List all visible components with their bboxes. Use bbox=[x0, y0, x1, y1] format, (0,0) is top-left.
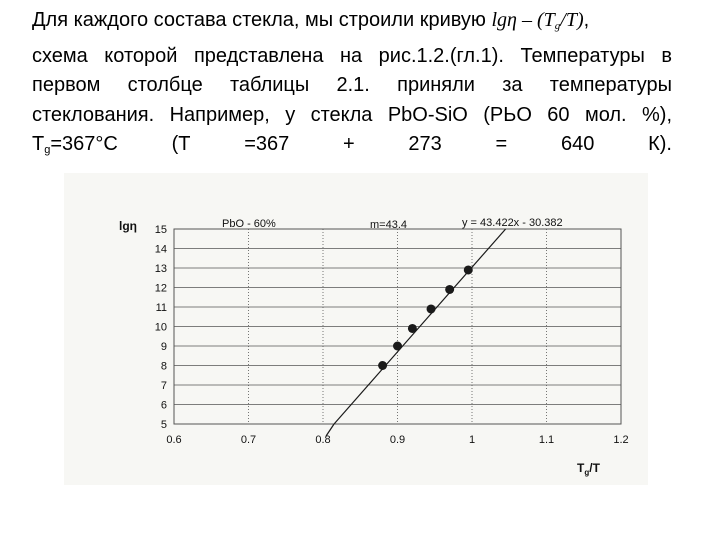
y-tick-label: 12 bbox=[154, 282, 167, 295]
word: = bbox=[495, 133, 508, 155]
y-tick-label: 14 bbox=[154, 243, 167, 256]
sample-label: PbO - 60% bbox=[222, 218, 276, 230]
formula-part-a: lgη – (T bbox=[491, 9, 555, 31]
data-point bbox=[393, 342, 402, 351]
word-tg: $T_g=367^\circ C$ bbox=[32, 133, 118, 156]
paragraph bbox=[32, 6, 672, 166]
y-tick-label: 11 bbox=[155, 302, 167, 314]
equation-label: y = 43.422x - 30.382 bbox=[462, 217, 563, 229]
y-tick-label: 9 bbox=[160, 341, 167, 353]
y-tick-label: 10 bbox=[154, 321, 167, 334]
formula-part-b: /T) bbox=[560, 9, 584, 31]
text-line-5 bbox=[32, 130, 672, 166]
word: 640 bbox=[560, 133, 595, 155]
y-tick-label: 6 bbox=[160, 399, 167, 412]
y-axis-title: lgη bbox=[119, 219, 137, 233]
x-axis-title: $T_g/T$ bbox=[577, 461, 600, 477]
y-tick-label: 15 bbox=[154, 224, 167, 236]
viscosity-chart bbox=[64, 173, 648, 485]
text-line-4: стеклования. Например, у стекла PbO-SiO (PЬO 60 мол. %), bbox=[32, 103, 672, 126]
formula-subscript: g bbox=[554, 20, 561, 32]
chart-figure bbox=[64, 173, 648, 485]
slope-label: m=43.4 bbox=[370, 219, 407, 231]
x-tick-label: 0.7 bbox=[240, 434, 257, 446]
y-tick-label: 8 bbox=[160, 360, 167, 373]
line1-text: Для каждого состава стекла, мы строили кривую bbox=[32, 9, 492, 31]
data-point bbox=[464, 265, 473, 274]
word: (T bbox=[171, 133, 191, 155]
x-tick-label: 1.1 bbox=[538, 434, 555, 446]
word: + bbox=[343, 133, 355, 155]
word: =367 bbox=[244, 133, 290, 155]
y-tick-label: 7 bbox=[160, 380, 167, 392]
x-tick-label: 1.2 bbox=[613, 434, 629, 446]
x-tick-label: 1 bbox=[468, 434, 476, 446]
x-tick-label: 0.9 bbox=[389, 434, 406, 446]
line1-end: , bbox=[583, 9, 590, 31]
data-point bbox=[427, 304, 436, 313]
x-tick-label: 0.8 bbox=[315, 434, 331, 446]
y-tick-label: 5 bbox=[160, 419, 167, 431]
data-point bbox=[408, 324, 417, 333]
data-point bbox=[378, 361, 387, 370]
text-line-2: схема которой представлена на рис.1.2.(гл.1). Температуры в bbox=[32, 44, 672, 67]
word: 273 bbox=[408, 133, 442, 155]
data-point bbox=[445, 285, 454, 294]
word: К). bbox=[648, 133, 672, 155]
x-tick-label: 0.6 bbox=[166, 434, 182, 446]
text-line-3: первом столбце таблицы 2.1. приняли за температуры bbox=[32, 74, 672, 96]
y-tick-label: 13 bbox=[154, 263, 167, 275]
text-line-1 bbox=[32, 6, 672, 42]
formula bbox=[492, 9, 584, 31]
